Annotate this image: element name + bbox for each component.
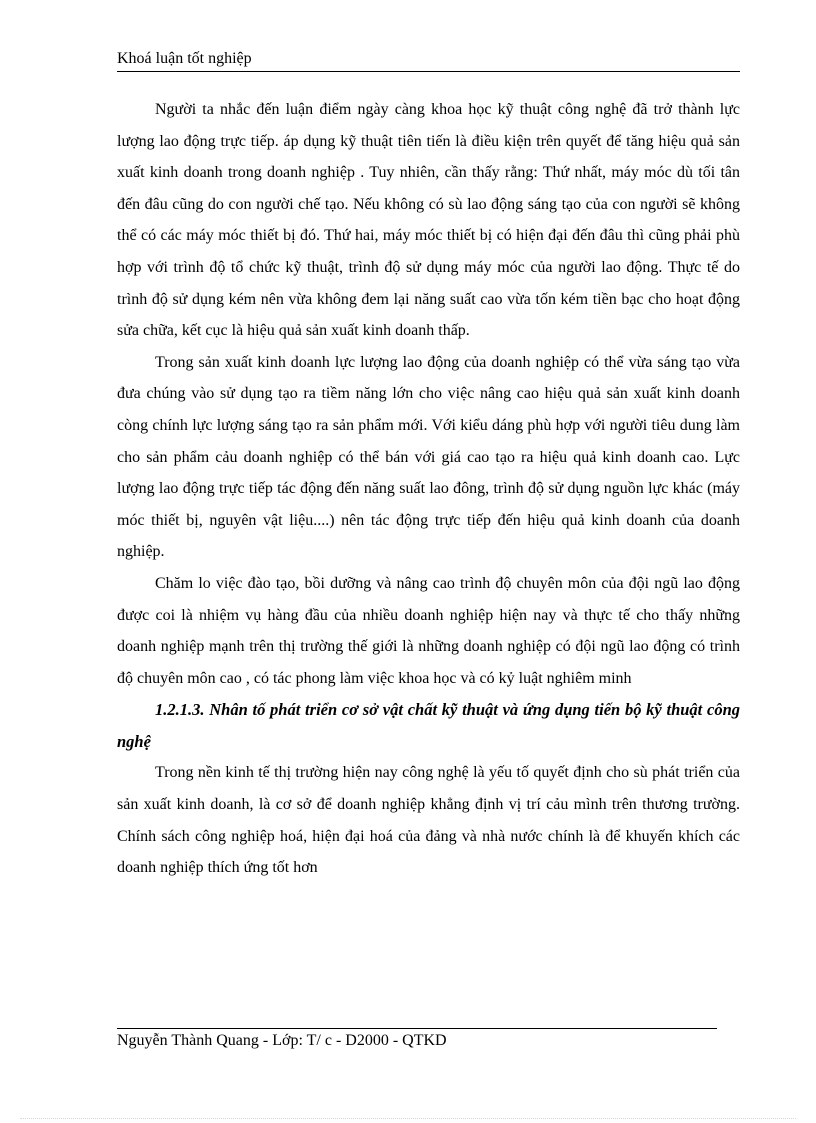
page-edge-divider (20, 1118, 796, 1119)
paragraph-2: Trong sản xuất kinh doanh lực lượng lao động của doanh nghiệp có thể vừa sáng tạo vừa đưa chúng vào sử dụng tạo ra tiềm năng lớn cho việc nâng cao hiệu quả sản xuất kinh doanh còng chính lực lượng sáng tạo ra sản phẩm mới. Với kiểu dáng phù hợp với người tiêu dung làm cho sản phẩm cảu doanh nghiệp có thể bán với giá cao tạo ra hiệu quả kinh doanh cao. Lực lượng lao động trực tiếp tác động đến năng suất lao đông, trình độ sử dụng nguồn lực khác (máy móc thiết bị, nguyên vật liệu....) nên tác động trực tiếp đến hiệu quả kinh doanh của doanh nghiệp. (117, 353, 740, 561)
paragraph-3: Chăm lo việc đào tạo, bồi dưỡng và nâng cao trình độ chuyên môn của đội ngũ lao động được coi là nhiệm vụ hàng đầu của nhiều doanh nghiệp hiện nay và thực tế cho thấy những doanh nghiệp mạnh trên thị trường thế giới là những doanh nghiệp có đội ngũ lao động có trình độ chuyên môn cao , có tác phong làm việc khoa học và có kỷ luật nghiêm minh (117, 574, 740, 687)
header-divider (117, 71, 740, 72)
page-footer-text: Nguyễn Thành Quang - Lớp: T/ c - D2000 - QTKD (117, 1032, 447, 1049)
section-heading: 1.2.1.3. Nhân tố phát triển cơ sở vật chất kỹ thuật và ứng dụng tiến bộ kỹ thuật công nghệ (117, 700, 740, 751)
document-body (117, 94, 740, 884)
section-paragraph: Trong nền kinh tế thị trường hiện nay công nghệ là yếu tố quyết định cho sù phát triển của sản xuất kinh doanh, là cơ sở để doanh nghiệp khẳng định vị trí cảu mình trên thương trường. Chính sách công nghiệp hoá, hiện đại hoá của đảng và nhà nước chính là để khuyến khích các doanh nghiệp thích ứng tốt hơn (117, 764, 740, 877)
paragraph-1: Người ta nhắc đến luận điểm ngày càng khoa học kỹ thuật công nghệ đã trở thành lực lượng lao động trực tiếp. áp dụng kỹ thuật tiên tiến là điều kiện trên quyết để tăng hiệu quả sản xuất kinh doanh trong doanh nghiệp . Tuy nhiên, cần thấy rằng: Thứ nhất, máy móc dù tối tân đến đâu cũng do con người chế tạo. Nếu không có sù lao động sáng tạo của con người sẽ không thể có các máy móc thiết bị đó. Thứ hai, máy móc thiết bị có hiện đại đến đâu thì cũng phải phù hợp với trình độ tổ chức kỹ thuật, trình độ sử dụng máy móc của người lao động. Thực tế do trình độ sử dụng kém nên vừa không đem lại năng suất cao vừa tốn kém tiền bạc cho hoạt động sửa chữa, kết cục là hiệu quả sản xuất kinh doanh thấp. (117, 101, 740, 340)
footer-divider (117, 1028, 717, 1029)
page-header-title: Khoá luận tốt nghiệp (117, 50, 252, 67)
